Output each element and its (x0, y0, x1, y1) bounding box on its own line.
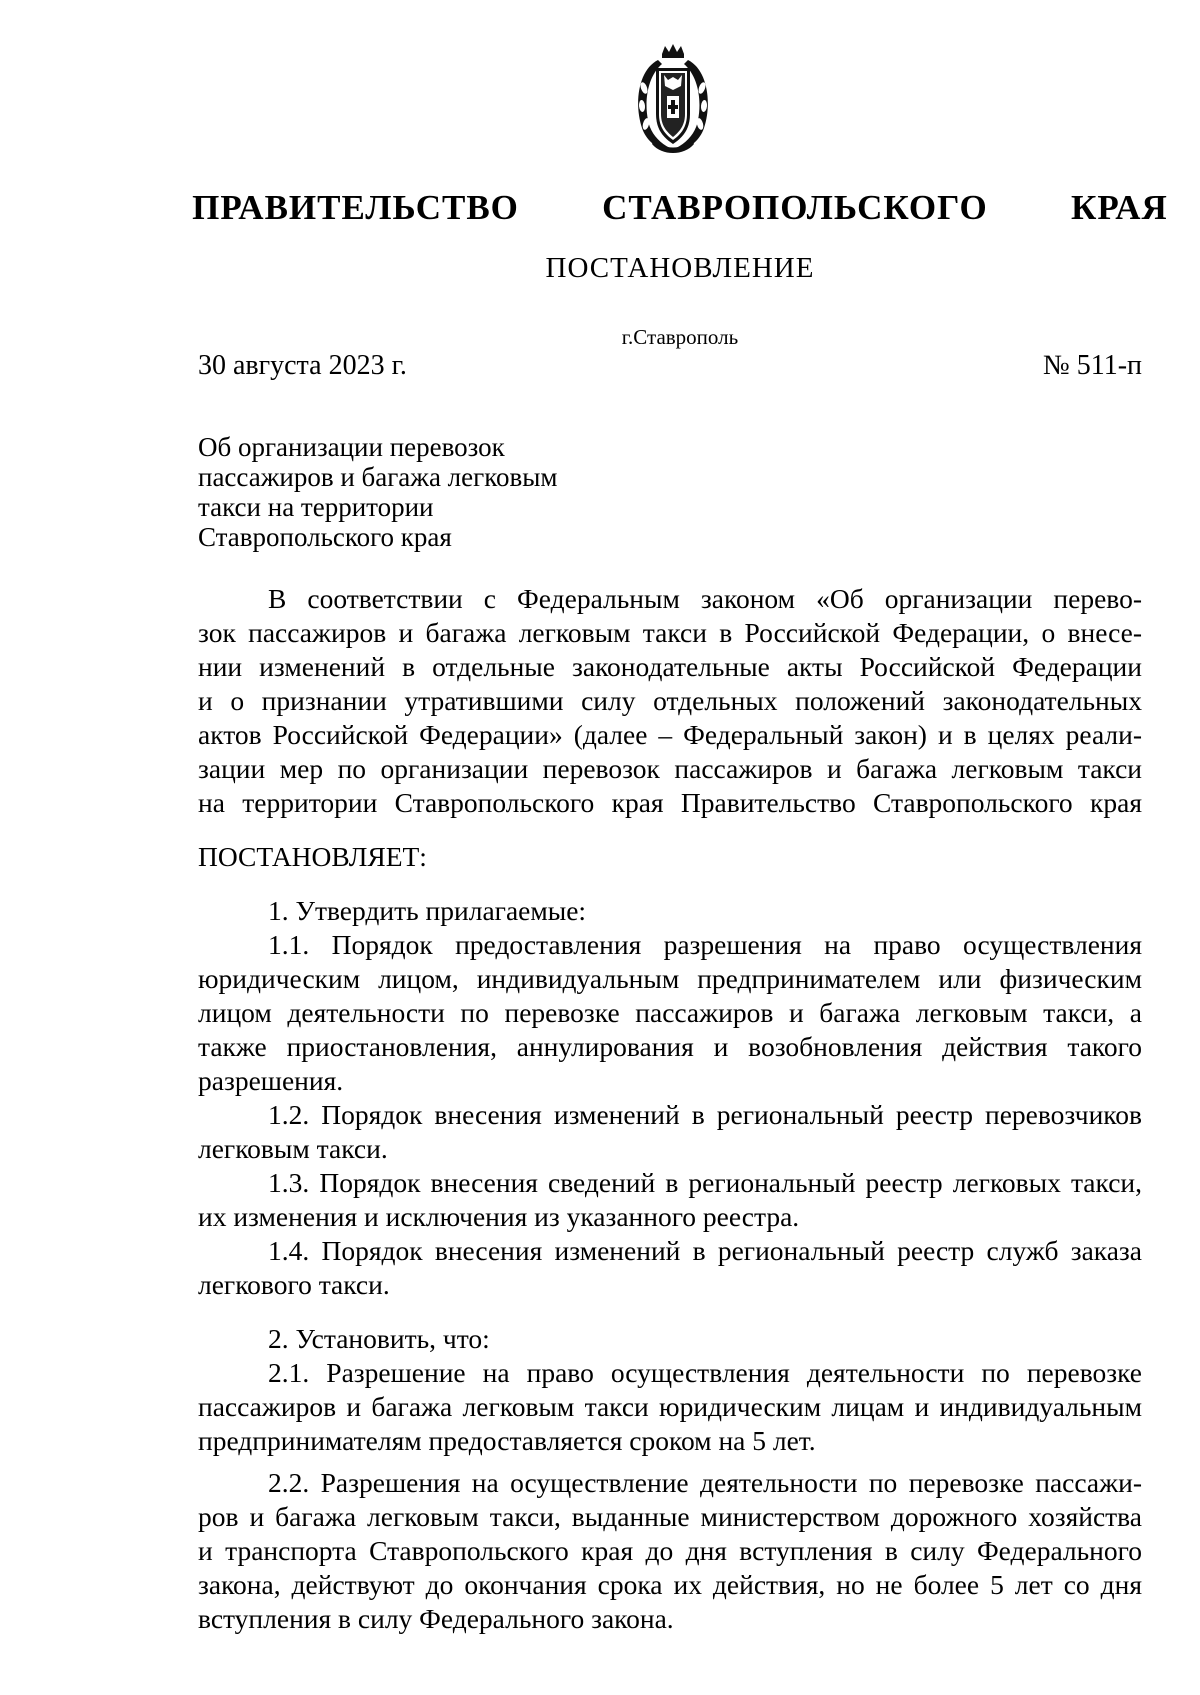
item-2-heading: 2. Установить, что: (268, 1323, 490, 1354)
text-line: легкового такси. (198, 1269, 390, 1300)
text-line: предпринимателям предоставляется сроком на 5 лет. (198, 1425, 816, 1456)
subject-line: пассажиров и багажа легковым (198, 462, 558, 492)
text-line: юридическим лицом, индивидуальным предпринимателем или физическим (198, 963, 1142, 994)
text-line: пассажиров и багажа легковым такси юридическим лицам и индивидуальным (198, 1391, 1142, 1422)
text-line: и о признании утратившими силу отдельных положений законодательных (198, 685, 1142, 716)
item-1-2-paragraph (198, 1098, 1142, 1166)
text-line: ров и багажа легковым такси, выданные министерством дорожного хозяйства (198, 1501, 1142, 1532)
subject-line: Об организации перевозок (198, 432, 505, 462)
text-line: 1.4. Порядок внесения изменений в региональный реестр служб заказа (268, 1235, 1142, 1266)
subject-line: такси на территории (198, 492, 434, 522)
text-line: и транспорта Ставропольского края до дня вступления в силу Федерального (198, 1535, 1142, 1566)
text-line: также приостановления, аннулирования и возобновления действия такого (198, 1031, 1142, 1062)
text-line: зации мер по организации перевозок пассажиров и багажа легковым такси (198, 753, 1142, 784)
item-1-heading: 1. Утвердить прилагаемые: (268, 895, 587, 926)
item-1-4-paragraph (198, 1234, 1142, 1302)
resolves-heading: ПОСТАНОВЛЯЕТ: (198, 841, 427, 872)
text-line: 1.1. Порядок предоставления разрешения на право осуществления (268, 929, 1142, 960)
text-line: вступления в силу Федерального закона. (198, 1603, 674, 1634)
text-line: нии изменений в отдельные законодательные акты Российской Федерации (198, 651, 1142, 682)
item-2-2-paragraph (198, 1466, 1142, 1636)
text-line: 2.1. Разрешение на право осуществления деятельности по перевозке (268, 1357, 1142, 1388)
document-number: № 511-п (1043, 350, 1142, 381)
item-1-1-paragraph (198, 928, 1142, 1098)
text-line: В соответствии с Федеральным законом «Об организации перево- (268, 583, 1142, 614)
text-line: 1.2. Порядок внесения изменений в региональный реестр перевозчиков (268, 1099, 1142, 1130)
item-1-3-paragraph (198, 1166, 1142, 1234)
text-line: закона, действуют до окончания срока их действия, но не более 5 лет со дня (198, 1569, 1142, 1600)
document-type: ПОСТАНОВЛЕНИЕ (545, 252, 815, 284)
coat-of-arms-emblem (632, 44, 714, 156)
text-line: 1.3. Порядок внесения сведений в региональный реестр легковых такси, (268, 1167, 1142, 1198)
document-subject (198, 432, 557, 552)
subject-line: Ставропольского края (198, 522, 452, 552)
text-line: легковым такси. (198, 1133, 388, 1164)
document-body (198, 582, 1142, 1636)
text-line: лицом деятельности по перевозке пассажиров и багажа легковым такси, а (198, 997, 1142, 1028)
text-line: разрешения. (198, 1065, 344, 1096)
preamble-paragraph (198, 582, 1142, 820)
city: г.Ставрополь (621, 325, 739, 349)
government-title: ПРАВИТЕЛЬСТВО СТАВРОПОЛЬСКОГО КРАЯ (192, 188, 1168, 227)
text-line: на территории Ставропольского края Правительство Ставропольского края (198, 787, 1142, 818)
text-line: их изменения и исключения из указанного реестра. (198, 1201, 800, 1232)
text-line: 2.2. Разрешения на осуществление деятельности по перевозке пассажи- (268, 1467, 1142, 1498)
document-date: 30 августа 2023 г. (198, 350, 407, 381)
text-line: зок пассажиров и багажа легковым такси в Российской Федерации, о внесе- (198, 617, 1142, 648)
item-2-1-paragraph (198, 1356, 1142, 1458)
text-line: актов Российской Федерации» (далее – Федеральный закон) и в целях реали- (198, 719, 1142, 750)
